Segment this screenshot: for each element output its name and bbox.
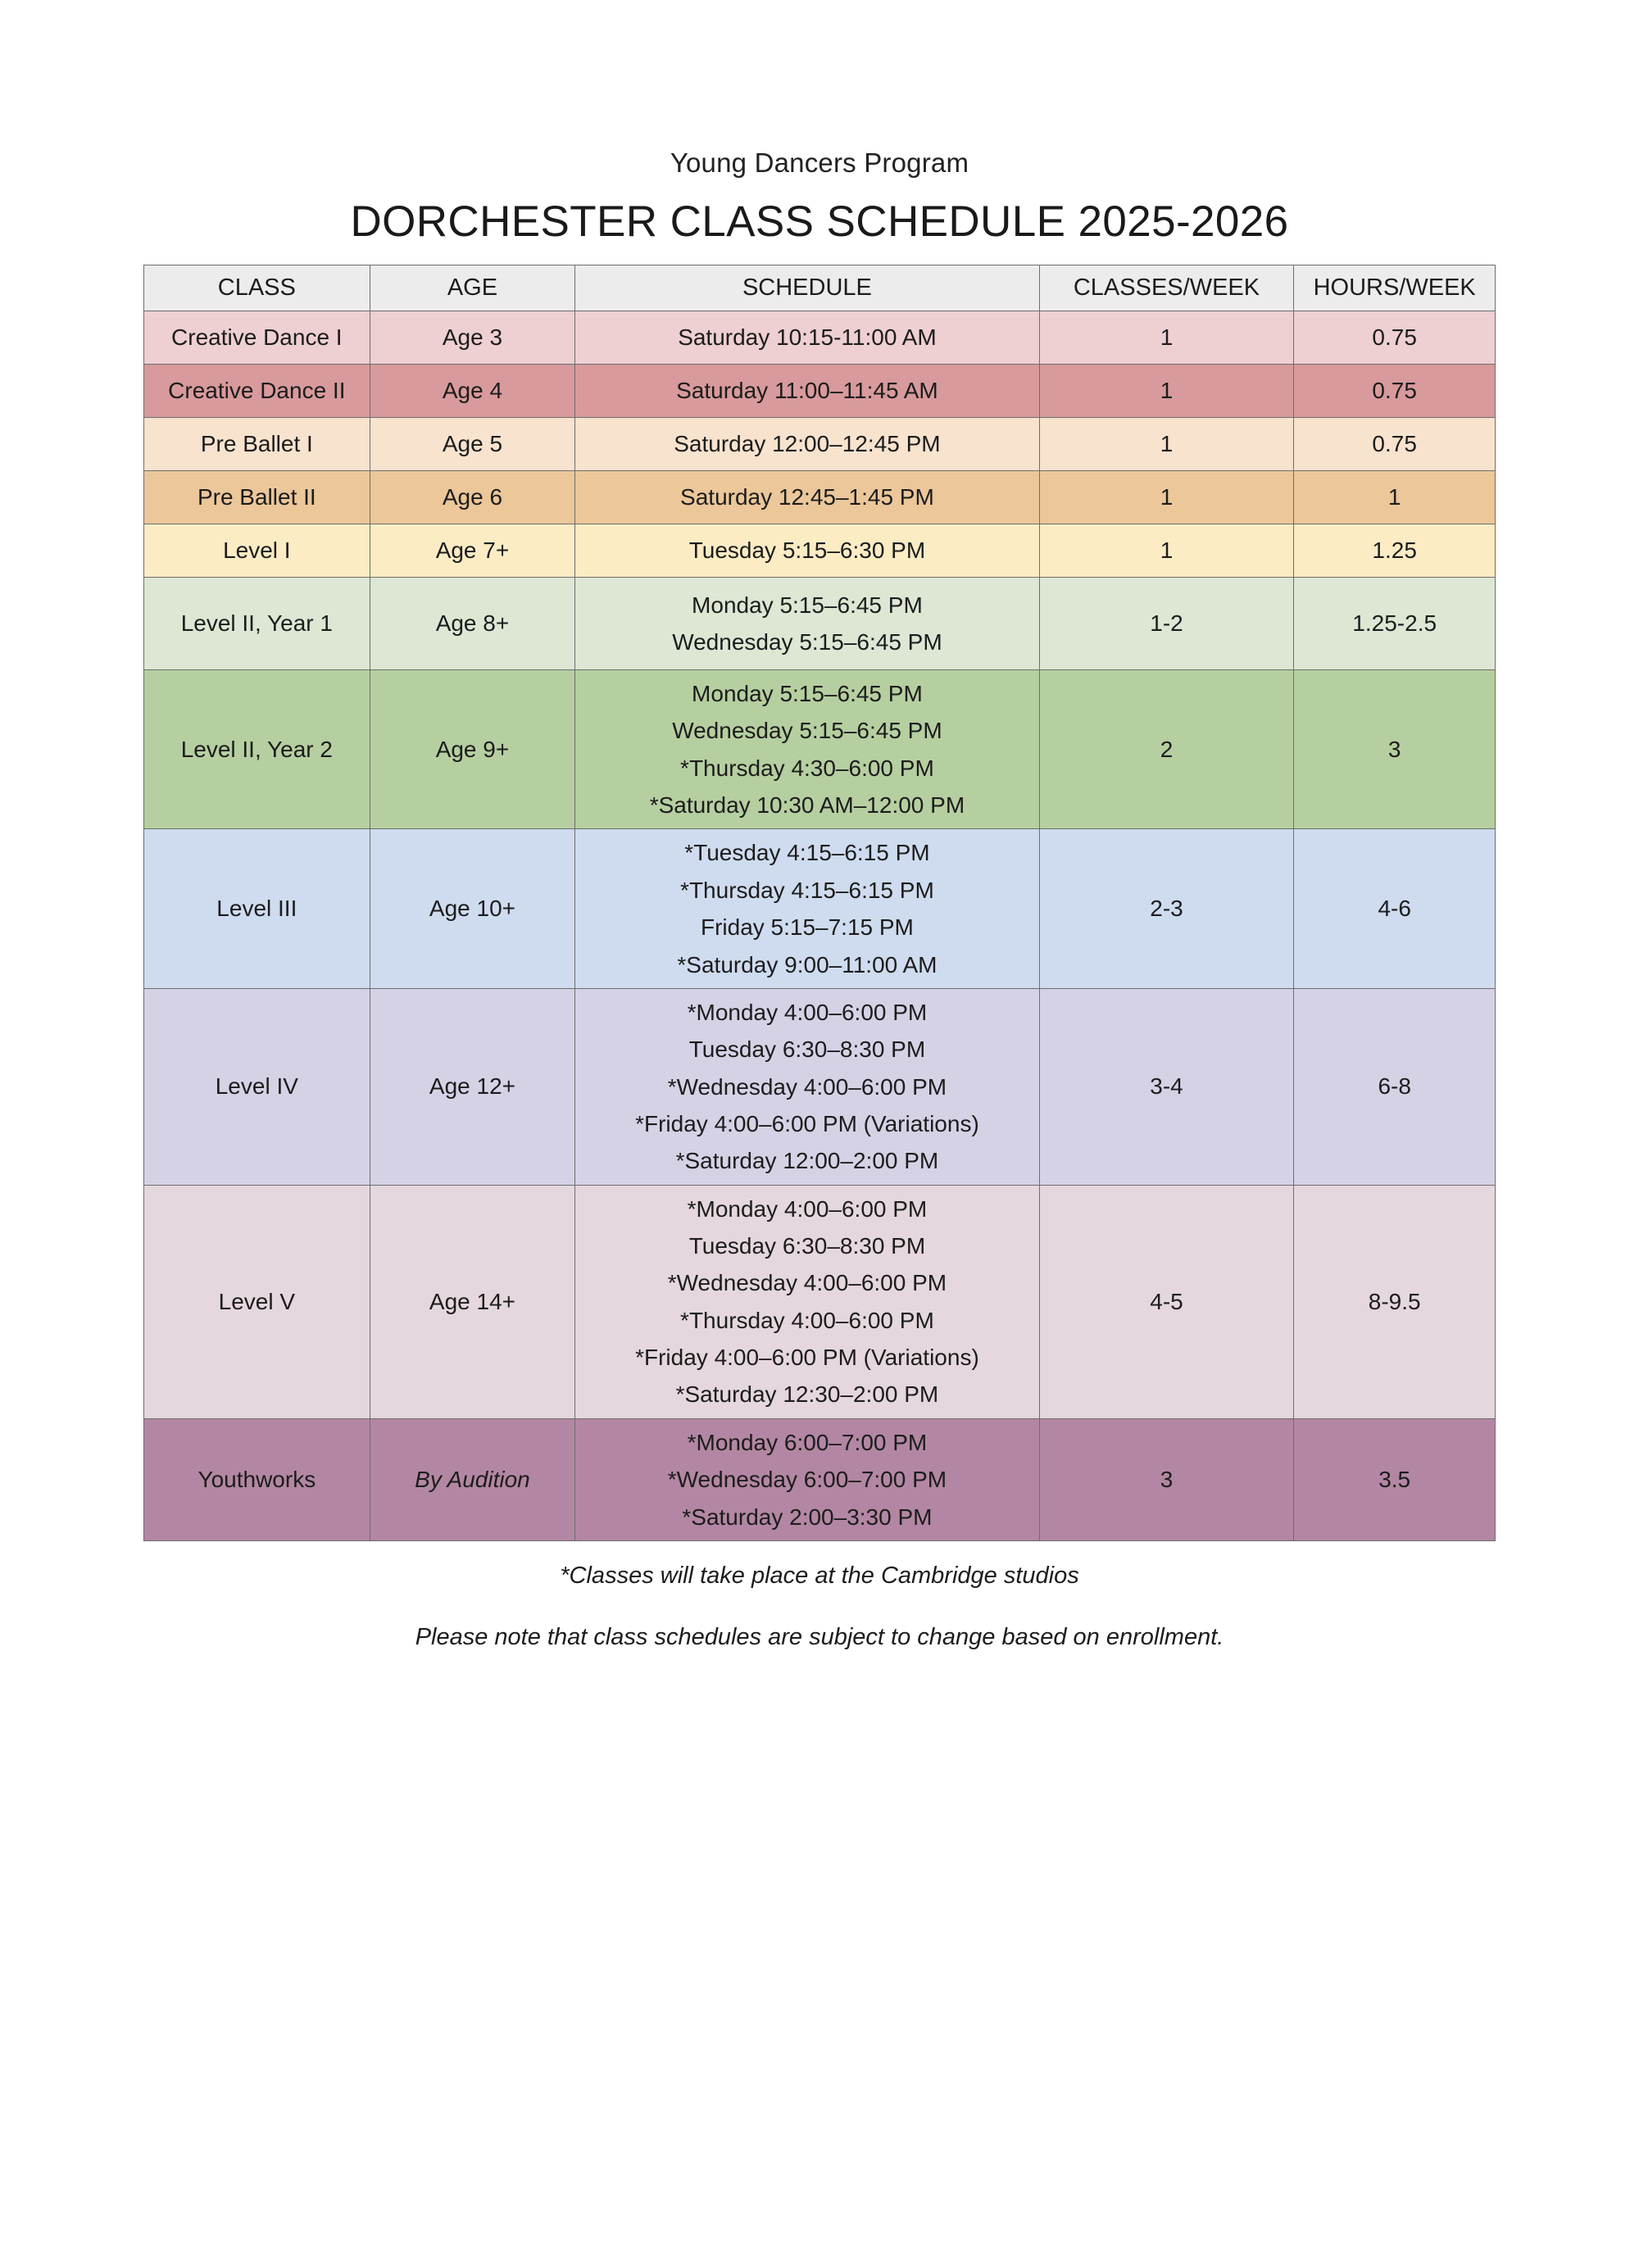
cell-class-name: Pre Ballet II bbox=[144, 471, 370, 524]
cell-schedule bbox=[575, 311, 1039, 365]
class-schedule-table bbox=[143, 265, 1496, 1541]
schedule-line: *Wednesday 6:00–7:00 PM bbox=[667, 1467, 947, 1493]
schedule-line: Saturday 12:00–12:45 PM bbox=[674, 431, 941, 457]
cell-class-name: Creative Dance I bbox=[144, 311, 370, 365]
schedule-line: *Saturday 2:00–3:30 PM bbox=[682, 1504, 933, 1530]
column-header-classes-per-week: CLASSES/WEEK bbox=[1039, 265, 1294, 311]
cell-hours-per-week: 8-9.5 bbox=[1294, 1185, 1496, 1418]
cell-classes-per-week: 1 bbox=[1039, 418, 1294, 471]
schedule-line: *Monday 4:00–6:00 PM bbox=[687, 1195, 928, 1222]
schedule-line: *Thursday 4:30–6:00 PM bbox=[680, 755, 934, 781]
schedule-line: *Monday 4:00–6:00 PM bbox=[687, 999, 928, 1025]
schedule-line: *Thursday 4:00–6:00 PM bbox=[680, 1307, 934, 1333]
document-page bbox=[0, 147, 1639, 2268]
cell-classes-per-week: 1 bbox=[1039, 471, 1294, 524]
cell-schedule bbox=[575, 988, 1039, 1185]
column-header-age: AGE bbox=[370, 265, 575, 311]
cell-classes-per-week: 4-5 bbox=[1039, 1185, 1294, 1418]
cell-age: Age 8+ bbox=[370, 578, 575, 670]
table-header-row bbox=[144, 265, 1496, 311]
cell-class-name: Level II, Year 2 bbox=[144, 670, 370, 829]
table-row bbox=[144, 988, 1496, 1185]
cell-age: Age 4 bbox=[370, 365, 575, 418]
table-row bbox=[144, 311, 1496, 365]
cell-class-name: Youthworks bbox=[144, 1418, 370, 1540]
schedule-line: *Monday 6:00–7:00 PM bbox=[687, 1429, 928, 1455]
program-subtitle: Young Dancers Program bbox=[670, 147, 969, 178]
cell-class-name: Level III bbox=[144, 829, 370, 988]
cell-schedule bbox=[575, 365, 1039, 418]
column-header-class: CLASS bbox=[144, 265, 370, 311]
column-header-hours-per-week: HOURS/WEEK bbox=[1294, 265, 1496, 311]
cell-classes-per-week: 3-4 bbox=[1039, 988, 1294, 1185]
schedule-line: Saturday 11:00–11:45 AM bbox=[676, 378, 938, 404]
cell-classes-per-week: 1 bbox=[1039, 311, 1294, 365]
cell-hours-per-week: 1.25-2.5 bbox=[1294, 578, 1496, 670]
cell-hours-per-week: 0.75 bbox=[1294, 418, 1496, 471]
cell-hours-per-week: 0.75 bbox=[1294, 365, 1496, 418]
cell-class-name: Level IV bbox=[144, 988, 370, 1185]
cell-schedule bbox=[575, 524, 1039, 578]
cell-schedule bbox=[575, 829, 1039, 988]
schedule-line: *Tuesday 4:15–6:15 PM bbox=[684, 840, 930, 866]
schedule-line: Wednesday 5:15–6:45 PM bbox=[672, 629, 942, 655]
schedule-line: Wednesday 5:15–6:45 PM bbox=[672, 718, 942, 744]
schedule-line: Tuesday 6:30–8:30 PM bbox=[688, 1233, 926, 1259]
cell-class-name: Pre Ballet I bbox=[144, 418, 370, 471]
cell-schedule bbox=[575, 1185, 1039, 1418]
cell-classes-per-week: 2 bbox=[1039, 670, 1294, 829]
table-row bbox=[144, 1185, 1496, 1418]
table-header bbox=[144, 265, 1496, 311]
schedule-line: Tuesday 5:15–6:30 PM bbox=[688, 538, 926, 564]
cell-hours-per-week: 1 bbox=[1294, 471, 1496, 524]
cell-schedule bbox=[575, 670, 1039, 829]
footnote-schedule-change: Please note that class schedules are subject to change based on enrollment. bbox=[415, 1623, 1224, 1650]
schedule-line: Monday 5:15–6:45 PM bbox=[692, 592, 923, 618]
cell-class-name: Creative Dance II bbox=[144, 365, 370, 418]
table-row bbox=[144, 829, 1496, 988]
cell-classes-per-week: 1-2 bbox=[1039, 578, 1294, 670]
cell-age: Age 12+ bbox=[370, 988, 575, 1185]
cell-schedule bbox=[575, 418, 1039, 471]
page-title: DORCHESTER CLASS SCHEDULE 2025-2026 bbox=[350, 197, 1289, 246]
cell-class-name: Level I bbox=[144, 524, 370, 578]
cell-age: Age 10+ bbox=[370, 829, 575, 988]
cell-classes-per-week: 2-3 bbox=[1039, 829, 1294, 988]
cell-hours-per-week: 3 bbox=[1294, 670, 1496, 829]
schedule-line: *Thursday 4:15–6:15 PM bbox=[680, 877, 934, 903]
cell-age: By Audition bbox=[370, 1418, 575, 1540]
column-header-schedule: SCHEDULE bbox=[575, 265, 1039, 311]
schedule-line: *Friday 4:00–6:00 PM (Variations) bbox=[635, 1110, 979, 1136]
table-row bbox=[144, 670, 1496, 829]
cell-age: Age 9+ bbox=[370, 670, 575, 829]
schedule-line: *Wednesday 4:00–6:00 PM bbox=[667, 1270, 947, 1296]
cell-class-name: Level V bbox=[144, 1185, 370, 1418]
table-row bbox=[144, 524, 1496, 578]
cell-class-name: Level II, Year 1 bbox=[144, 578, 370, 670]
table-row bbox=[144, 418, 1496, 471]
schedule-line: Saturday 12:45–1:45 PM bbox=[680, 484, 934, 510]
cell-classes-per-week: 1 bbox=[1039, 365, 1294, 418]
table-row bbox=[144, 365, 1496, 418]
cell-age: Age 6 bbox=[370, 471, 575, 524]
cell-schedule bbox=[575, 471, 1039, 524]
cell-schedule bbox=[575, 1418, 1039, 1540]
cell-age: Age 14+ bbox=[370, 1185, 575, 1418]
schedule-line: Monday 5:15–6:45 PM bbox=[692, 681, 923, 706]
schedule-line: *Saturday 10:30 AM–12:00 PM bbox=[649, 792, 965, 819]
schedule-line: *Saturday 12:00–2:00 PM bbox=[675, 1148, 939, 1174]
schedule-line: *Wednesday 4:00–6:00 PM bbox=[667, 1073, 947, 1100]
schedule-line: Friday 5:15–7:15 PM bbox=[700, 914, 914, 941]
cell-hours-per-week: 1.25 bbox=[1294, 524, 1496, 578]
cell-hours-per-week: 0.75 bbox=[1294, 311, 1496, 365]
schedule-line: Saturday 10:15-11:00 AM bbox=[678, 324, 937, 351]
table-row bbox=[144, 471, 1496, 524]
schedule-table-wrapper bbox=[143, 265, 1496, 1541]
cell-classes-per-week: 3 bbox=[1039, 1418, 1294, 1540]
cell-hours-per-week: 4-6 bbox=[1294, 829, 1496, 988]
cell-hours-per-week: 3.5 bbox=[1294, 1418, 1496, 1540]
schedule-line: *Friday 4:00–6:00 PM (Variations) bbox=[635, 1345, 979, 1371]
footnote-cambridge-studios: *Classes will take place at the Cambridge studios bbox=[560, 1562, 1079, 1589]
table-row bbox=[144, 578, 1496, 670]
cell-classes-per-week: 1 bbox=[1039, 524, 1294, 578]
table-row bbox=[144, 1418, 1496, 1540]
cell-schedule bbox=[575, 578, 1039, 670]
cell-age: Age 5 bbox=[370, 418, 575, 471]
cell-hours-per-week: 6-8 bbox=[1294, 988, 1496, 1185]
schedule-line: *Saturday 9:00–11:00 AM bbox=[677, 951, 938, 978]
cell-age: Age 3 bbox=[370, 311, 575, 365]
cell-age: Age 7+ bbox=[370, 524, 575, 578]
schedule-line: Tuesday 6:30–8:30 PM bbox=[688, 1036, 926, 1063]
schedule-line: *Saturday 12:30–2:00 PM bbox=[675, 1381, 939, 1408]
table-body bbox=[144, 311, 1496, 1541]
